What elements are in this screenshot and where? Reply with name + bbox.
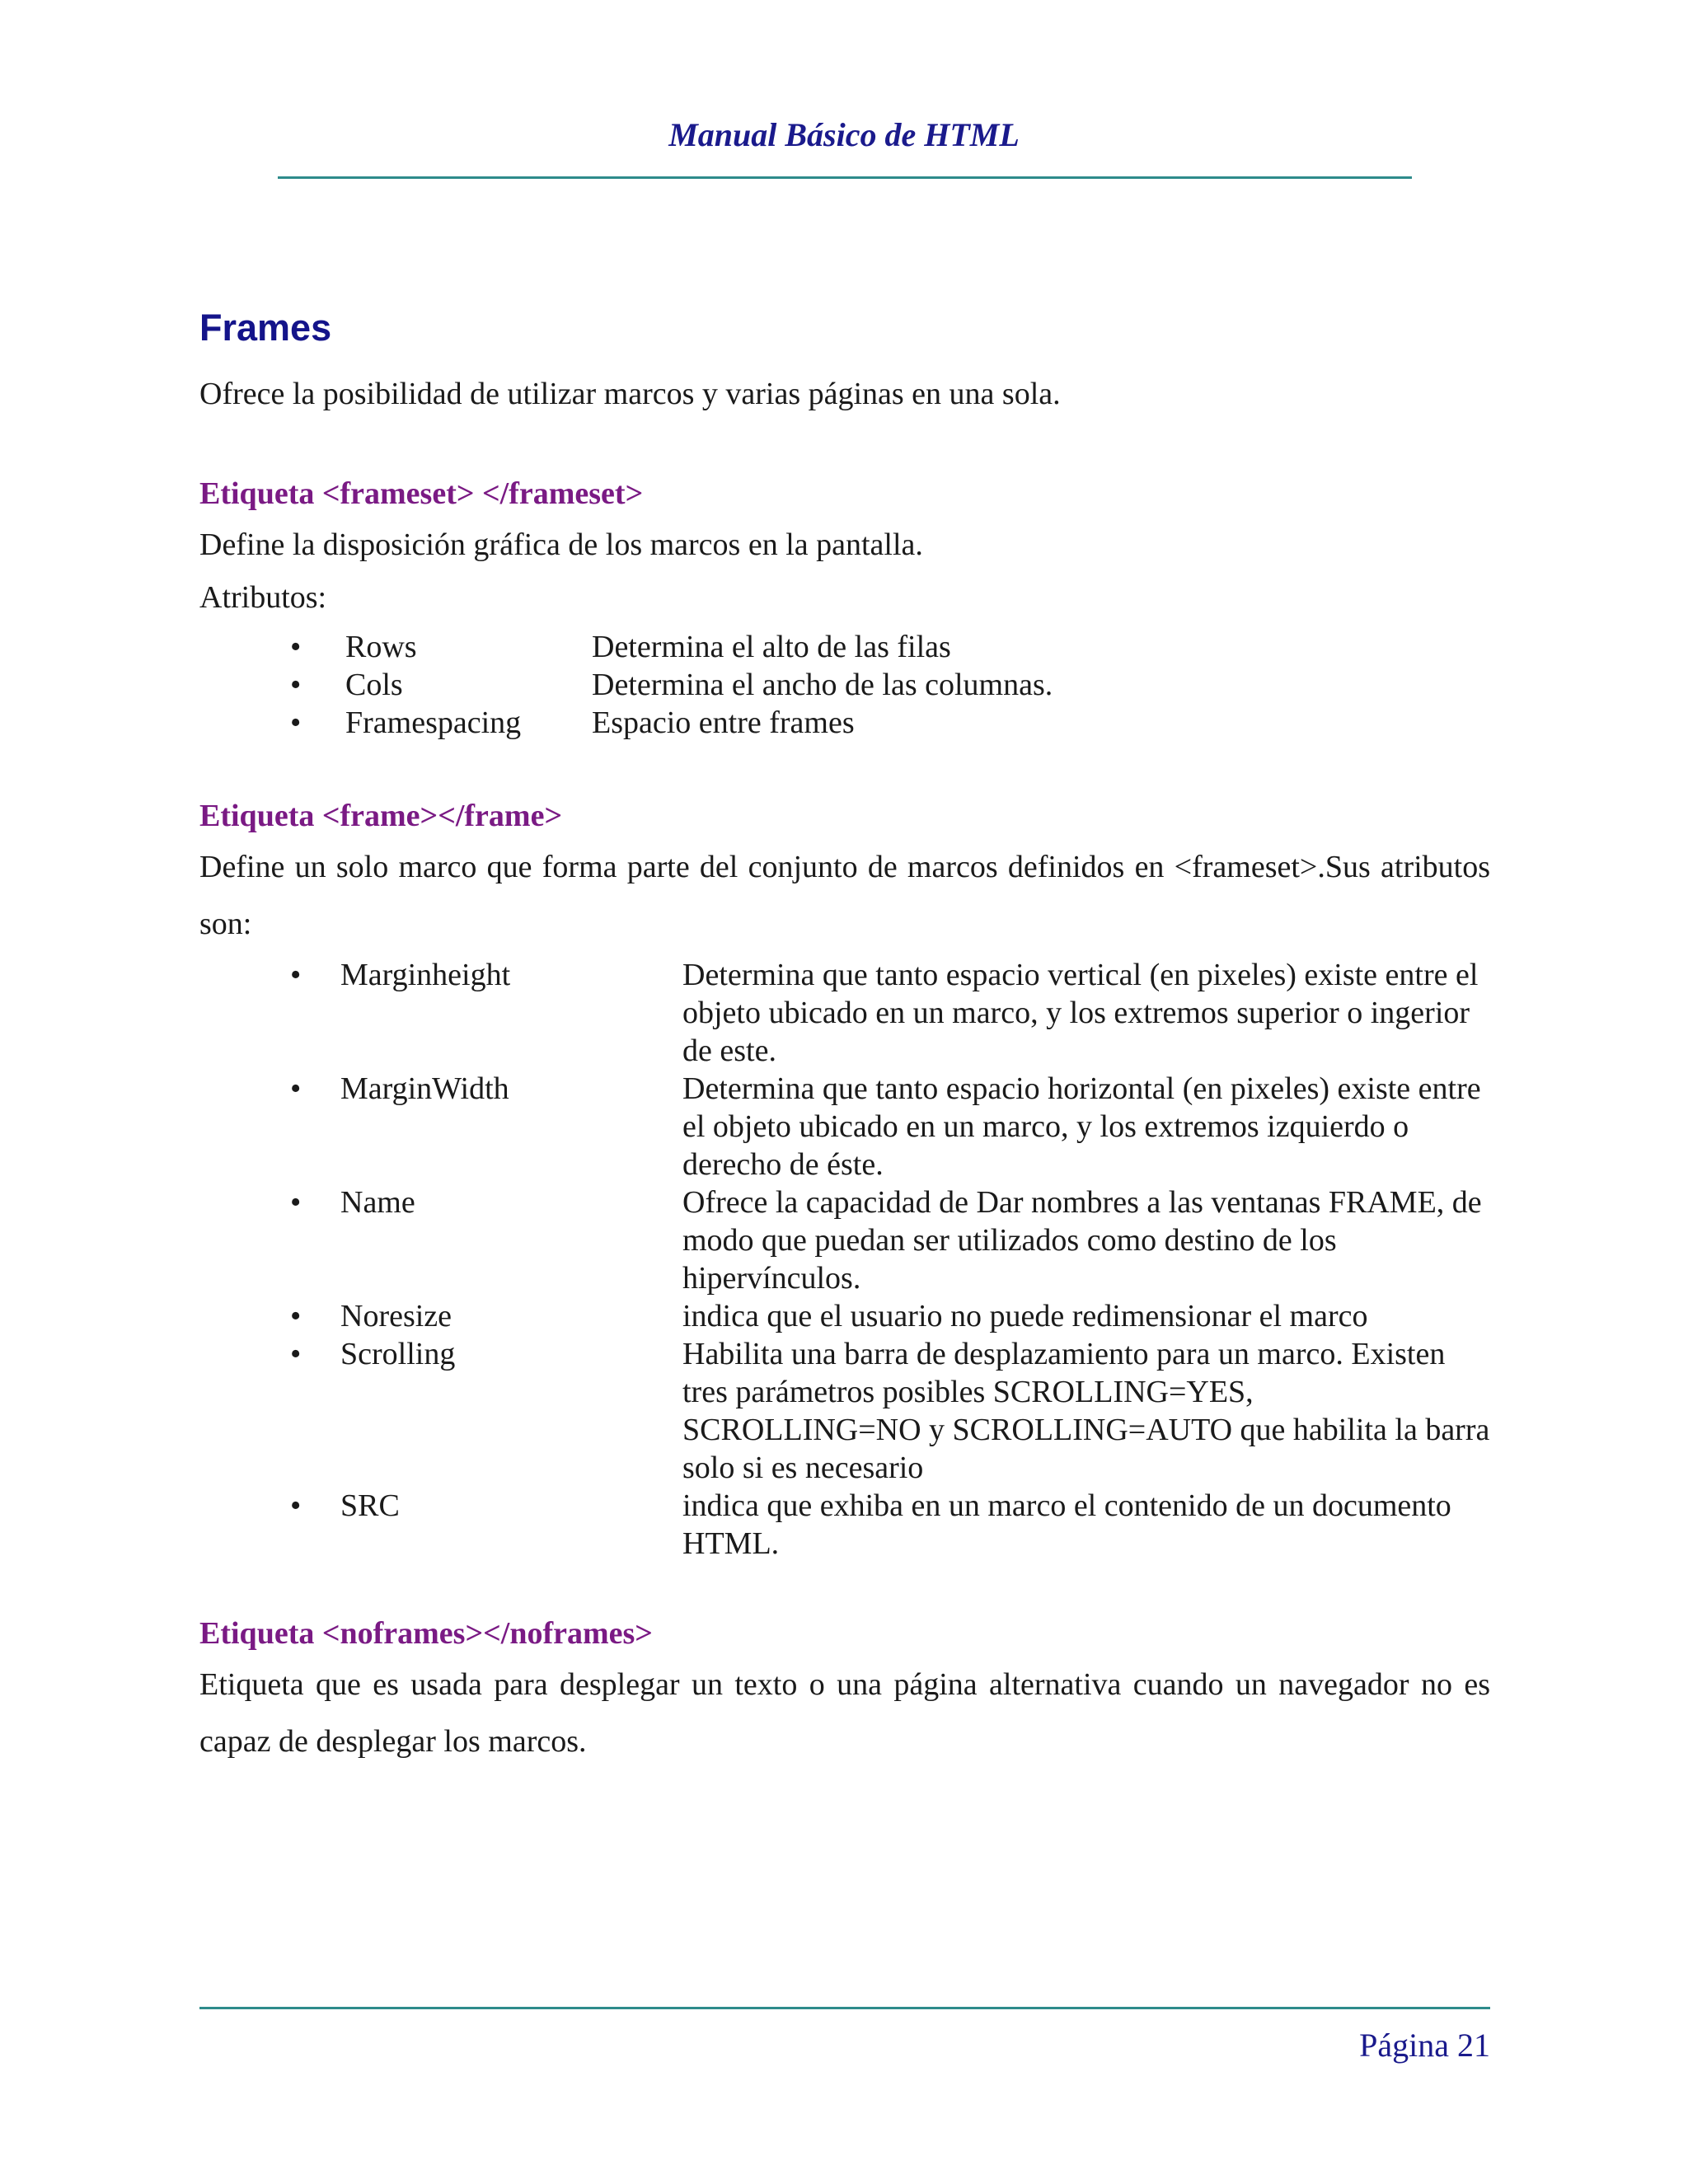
attribute-name: MarginWidth [340,1071,509,1106]
noframes-heading: Etiqueta <noframes></noframes> [199,1616,653,1651]
running-header: Manual Básico de HTML [668,116,1020,153]
frame-description: Define un solo marco que forma parte del conjunto de marcos definidos en <frameset>.Sus atributos son: [199,850,1490,941]
list-item [199,1487,1490,1563]
attribute-description: Determina que tanto espacio vertical (en pixeles) existe entre el objeto ubicado en un marco, y los extremos superior o ingerior de este. [682,958,1479,1068]
attribute-name: Scrolling [340,1337,456,1371]
attribute-description: indica que exhiba en un marco el contenido de un documento HTML. [682,1488,1451,1561]
attribute-description: Espacio entre frames [592,705,855,740]
section-intro: Ofrece la posibilidad de utilizar marcos y varias páginas en una sola. [199,377,1061,411]
bullet-icon: • [290,668,302,702]
bullet-icon: • [290,1299,302,1333]
footer-rule [199,2007,1490,2009]
attribute-name: Rows [345,630,417,664]
noframes-description: Etiqueta que es usada para desplegar un texto o una página alternativa cuando un navegador no es capaz de desplegar los marcos. [199,1667,1490,1759]
attribute-name: Framespacing [345,705,522,740]
list-item [199,1183,1490,1297]
page-content [199,307,1490,1770]
attribute-description: Habilita una barra de desplazamiento para un marco. Existen tres parámetros posibles SCROLLING=YES, SCROLLING=NO y SCROLLING=AUTO que habilita la barra solo si es necesario [682,1337,1490,1485]
bullet-icon: • [290,1488,302,1523]
attribute-description: Determina el ancho de las columnas. [592,668,1053,702]
bullet-icon: • [290,1337,302,1371]
bullet-icon: • [290,1185,302,1220]
bullet-icon: • [290,705,302,740]
attribute-name: Cols [345,668,403,702]
frameset-heading: Etiqueta <frameset> </frameset> [199,476,644,511]
header-rule [278,176,1412,179]
frameset-attribute-list [199,628,1490,742]
frameset-attributes-label: Atributos: [199,580,327,615]
attribute-description: Determina que tanto espacio horizontal (en pixeles) existe entre el objeto ubicado en un marco, y los extremos izquierdo o derecho de éste. [682,1071,1481,1182]
page-number: Página 21 [1359,2027,1490,2064]
list-item [199,628,1490,666]
frame-heading: Etiqueta <frame></frame> [199,799,563,833]
attribute-name: Marginheight [340,958,511,992]
bullet-icon: • [290,630,302,664]
list-item [199,1297,1490,1335]
attribute-name: SRC [340,1488,400,1523]
attribute-description: Ofrece la capacidad de Dar nombres a las ventanas FRAME, de modo que puedan ser utilizados como destino de los hipervínculos. [682,1185,1482,1296]
frameset-description: Define la disposición gráfica de los marcos en la pantalla. [199,527,923,562]
bullet-icon: • [290,1071,302,1106]
list-item [199,704,1490,742]
bullet-icon: • [290,958,302,992]
frame-attribute-list [199,956,1490,1563]
list-item [199,1335,1490,1487]
attribute-description: Determina el alto de las filas [592,630,951,664]
section-title: Frames [199,307,332,349]
list-item [199,956,1490,1070]
list-item [199,1070,1490,1183]
attribute-name: Name [340,1185,415,1220]
attribute-name: Noresize [340,1299,452,1333]
list-item [199,666,1490,704]
attribute-description: indica que el usuario no puede redimensionar el marco [682,1299,1368,1333]
